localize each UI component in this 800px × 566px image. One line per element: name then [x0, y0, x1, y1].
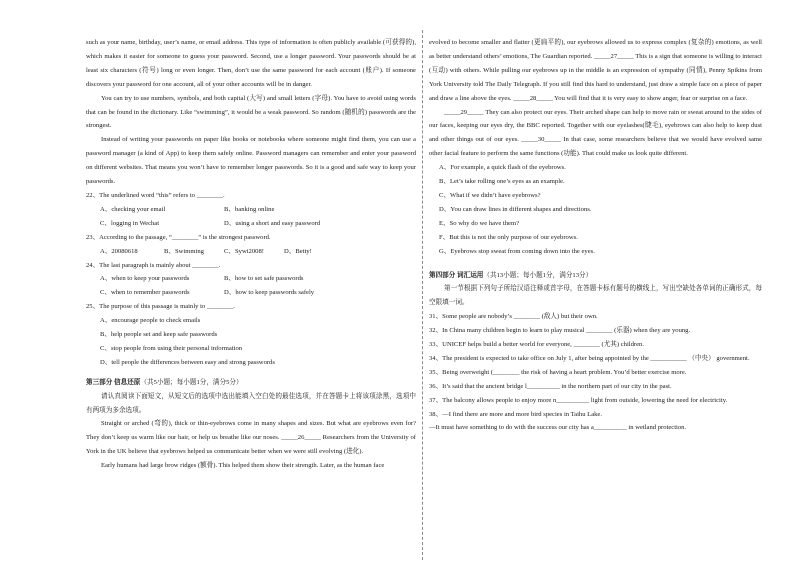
option-d: D、You can draw lines in different shapes and directions.	[439, 205, 592, 213]
question-33: 33、UNICEF helps build a better world for everyone, ________ (尤其) children.	[429, 341, 644, 349]
question-22: 22、The underlined word “this” refers to ________.	[86, 191, 225, 199]
question-23: 23、According to the passage, “________” is the strongest password.	[86, 233, 271, 241]
option-a: A、20080618	[100, 247, 138, 255]
question-34: 34、The president is expected to take office on July 1, after being appointed by the ___________ （中央） government.	[429, 354, 750, 362]
option-b: B、Let’s take rolling one’s eyes as an example.	[439, 178, 565, 186]
question-38-reply: —It must have something to do with the success our city has a__________ in wetland protection.	[429, 424, 687, 432]
section-instructions: 第一节根据下列句子所给汉语注释或首字母，在答题卡标有题号的横线上，写出空缺处各单词的正确形式，每空限填一词。	[429, 285, 762, 307]
section-title: 第四部分 词汇运用	[429, 271, 484, 279]
section-note: （共5小题；每小题1分，满分5分）	[140, 378, 243, 386]
question-24-options	[86, 272, 416, 286]
option-a: A、when to keep your passwords	[100, 275, 190, 283]
section-title: 第三部分 信息还原	[86, 378, 141, 386]
question-35: 35、Being overweight (________ the risk of having a heart problem. You’d better exercise more.	[429, 368, 687, 376]
passage-paragraph: Straight or arched (弯的), thick or thin-eyebrows come in many shapes and sizes. But what are eyebrows even for? They don’t keep us warm like our hair, or help us breathe like our noses. _____26_____ Researchers from the University of York in the UK believe that eyebrows helped us communicate better when we were still evolving (进化).	[86, 420, 416, 456]
option-c: C、logging in Wechat	[100, 219, 160, 227]
passage-paragraph: evolved to become smaller and flatter (更扁平的), our eyebrows allowed us to express complex (复杂的) emotions, as well as better understand others’ emotions, The Guardian reported. _____27_____ This is a sign that someone is willing to interact (互动) with others. While pulling our eyebrows up in the middle is an expression of sympathy (同情), Penny Spikins from York University told The Daily Telegraph. If you still find this hard to understand, just draw a simple face on a piece of paper and draw a line above the eyes. _____28_____ You will find that it is very easy to show anger, fear or surprise on a face.	[429, 39, 762, 102]
passage-paragraph: You can try to use numbers, symbols, and both capital (大写) and small letters (字母). You have to avoid using words that can be found in the dictionary. Like “swimming”, it would be a weak password. So random (随机的) passwords are the strongest.	[86, 94, 416, 130]
option-d: D、Betty!	[284, 247, 312, 255]
section-instructions: 请认真阅读下面短文，从短文后的选项中选出能填入空白处的最佳选项，并在答题卡上将该项涂黑，选项中有两项为多余选项。	[86, 392, 416, 414]
option-d: D、how to keep passwords safely	[224, 289, 315, 297]
option-g: G、Eyebrows stop sweat from coming down into the eyes.	[439, 247, 595, 255]
section-4-heading	[429, 269, 762, 283]
option-b: B、help people set and keep safe passwords	[100, 331, 218, 339]
option-c: C、stop people from using their personal information	[100, 344, 243, 352]
option-d: D、using a short and easy password	[224, 219, 321, 227]
option-b: B、how to set safe passwords	[224, 275, 304, 283]
option-d: D、tell people the differences between easy and strong passwords	[100, 358, 275, 366]
question-23-options	[86, 245, 416, 259]
question-31: 31、Some people are nobody’s ________ (敌人) but their own.	[429, 313, 598, 321]
option-f: F、But this is not the only purpose of our eyebrows.	[439, 233, 578, 241]
question-36: 36、It’s said that the ancient bridge l__________ in the northern part of our city in the past.	[429, 382, 672, 390]
question-22-options	[86, 217, 416, 231]
option-a: A、encourage people to check emails	[100, 317, 201, 325]
passage-paragraph: Early humans had large brow ridges (额骨). This helped them show their strength. Later, as the human face	[101, 462, 385, 470]
question-32: 32、In China many children begin to learn to play musical ________ (乐器) when they are young.	[429, 327, 691, 335]
question-24-options	[86, 286, 416, 300]
option-b: B、banking online	[224, 205, 275, 213]
passage-paragraph: Instead of writing your passwords on paper like books or notebooks where someone might find them, you can use a password manager (a kind of App) to keep them safely online. Password managers can remember and enter your password on different websites. That means you won’t have to remember longer passwords. So it is a good and safe way to keep your passwords.	[86, 136, 416, 186]
question-25: 25、The purpose of this passage is mainly to ________.	[86, 303, 235, 311]
right-column	[429, 36, 762, 435]
option-c: C、when to remember passwords	[100, 289, 190, 297]
option-c: C、What if we didn’t have eyebrows?	[439, 191, 541, 199]
question-24: 24、The last paragraph is mainly about ________.	[86, 261, 221, 269]
question-38: 38、—I find there are more and more bird species in Taihu Lake.	[429, 410, 602, 418]
option-b: B、Swimming	[164, 247, 204, 255]
question-37: 37、The balcony allows people to enjoy more n__________ light from outside, lowering the need for electricity.	[429, 396, 728, 404]
passage-paragraph: _____29_____ They can also protect our eyes. Their arched shape can help to move rain or sweat around to the sides of our faces, keeping our eyes dry, the BBC reported. Together with our eyelashes(睫毛), eyebrows can also help to keep dust and other things out of our eyes. _____30_____ In that case, some researchers believe that we would have evolved same other facial feature to perform the same functions (功能). That could make us look quite different.	[429, 108, 762, 158]
passage-paragraph: such as your name, birthday, user’s name, or email address. This type of information is often publicly available (可获得的), which makes it easier for someone to guess your password. Second, use a longer password. Your passwords should be at least six characters (符号) long or even longer. Then, don’t use the same password for each account (账户). If someone discovers your password for one account, all of your other accounts will be in danger.	[86, 39, 416, 88]
section-3-heading	[86, 376, 416, 390]
option-e: E、So why do we have them?	[439, 219, 520, 227]
option-a: A、For example, a quick flash of the eyebrows.	[439, 164, 566, 172]
option-a: A、checking your email	[100, 205, 166, 213]
left-column	[86, 36, 416, 473]
column-divider	[422, 30, 423, 560]
option-c: C、Sywi2008!	[224, 247, 264, 255]
section-note: （共13小题；每小题1分，满分13分）	[483, 271, 593, 279]
question-22-options	[86, 203, 416, 217]
